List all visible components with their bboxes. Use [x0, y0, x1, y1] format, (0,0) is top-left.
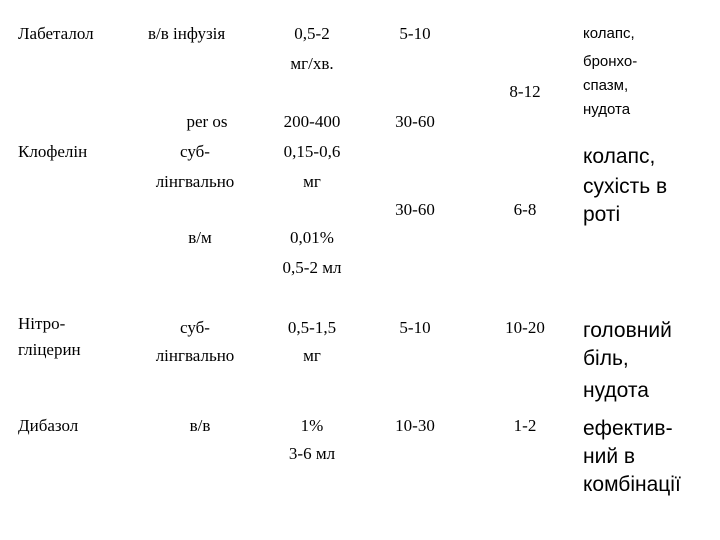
- route-nitro-2: лінгвально: [155, 346, 235, 365]
- drug-name-nitroglycerin-1: Нітро-: [18, 314, 66, 333]
- onset-iv: 5-10: [399, 24, 431, 43]
- drug-name-dibazol: Дибазол: [18, 416, 79, 435]
- duration-nitro: 10-20: [505, 318, 545, 337]
- side-effect-labetalol-4: нудота: [583, 101, 631, 118]
- dose-dibazol-1: 1%: [300, 416, 324, 435]
- side-effect-labetalol-3: спазм,: [583, 77, 629, 94]
- duration-clonidine: 6-8: [513, 200, 537, 219]
- side-effect-clonidine-3: роті: [583, 203, 621, 226]
- dose-oral: 200-400: [283, 112, 341, 131]
- dose-nitro-1: 0,5-1,5: [287, 318, 337, 337]
- side-effect-dibazol-2: ний в: [583, 445, 636, 468]
- side-effect-nitro-1: головний: [583, 319, 672, 342]
- route-nitro-1: суб-: [180, 318, 210, 337]
- dose-sublingual-2: мг: [303, 172, 321, 191]
- drug-name-labetalol: Лабеталол: [18, 24, 94, 43]
- onset-nitro: 5-10: [399, 318, 431, 337]
- route-dibazol: в/в: [189, 416, 211, 435]
- dose-im-1: 0,01%: [290, 228, 334, 247]
- onset-dibazol: 10-30: [395, 416, 435, 435]
- side-effect-nitro-3: нудота: [583, 379, 649, 402]
- drug-name-nitroglycerin-2: гліцерин: [18, 340, 81, 359]
- dose-sublingual-1: 0,15-0,6: [283, 142, 341, 161]
- side-effect-clonidine-1: колапс,: [583, 145, 656, 168]
- route-sublingual-1: суб-: [180, 142, 210, 161]
- side-effect-clonidine-2: сухість в: [583, 175, 668, 198]
- route-im: в/м: [188, 228, 212, 247]
- dose-iv-line2: мг/хв.: [290, 54, 334, 73]
- side-effect-dibazol-1: ефектив-: [583, 417, 673, 440]
- route-sublingual-2: лінгвально: [155, 172, 235, 191]
- route-iv-infusion: в/в інфузія: [148, 24, 226, 43]
- route-oral: per os: [186, 112, 228, 131]
- dose-iv-line1: 0,5-2: [294, 24, 330, 43]
- onset-oral: 30-60: [395, 112, 435, 131]
- dose-dibazol-2: 3-6 мл: [288, 444, 336, 463]
- side-effect-labetalol-1: колапс,: [583, 25, 635, 42]
- dose-im-2: 0,5-2 мл: [282, 258, 342, 277]
- side-effect-nitro-2: біль,: [583, 347, 629, 370]
- duration-dibazol: 1-2: [513, 416, 537, 435]
- dose-nitro-2: мг: [303, 346, 321, 365]
- side-effect-dibazol-3: комбінації: [583, 473, 681, 496]
- side-effect-labetalol-2: бронхо-: [583, 53, 638, 70]
- drug-name-clonidine: Клофелін: [18, 142, 88, 161]
- duration-labetalol: 8-12: [509, 82, 541, 101]
- onset-clonidine: 30-60: [395, 200, 435, 219]
